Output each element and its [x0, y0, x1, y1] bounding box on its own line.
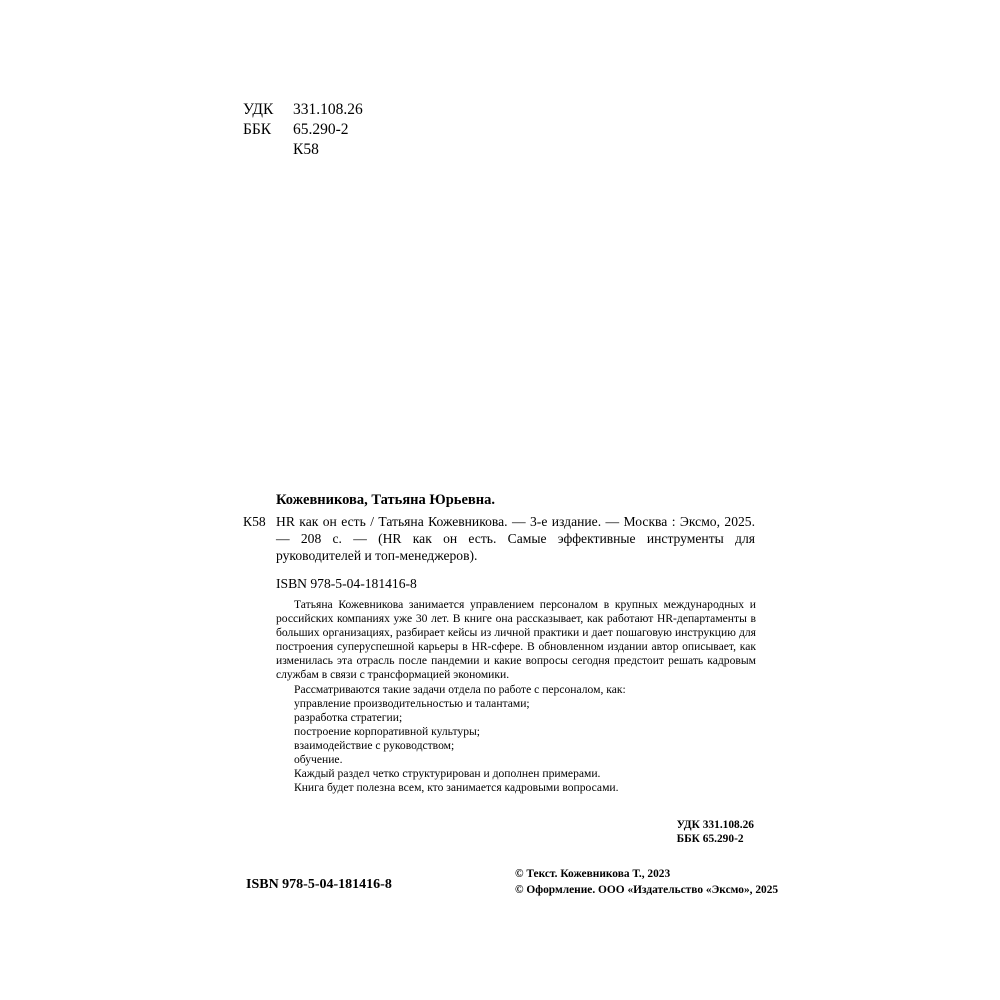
cip-author: Кожевникова, Татьяна Юрьевна. — [276, 492, 495, 508]
list-item: управление производительностью и талантами; — [294, 696, 530, 710]
cip-description: HR как он есть / Татьяна Кожевникова. — 3-е издание. — Москва : Эксмо, 2025. — 208 с. — (HR как он есть. Самые эффективные инструменты для руководителей и топ-менеджеров). — [276, 514, 755, 563]
shelf-code: К58 — [293, 141, 319, 158]
udk-label: УДК — [243, 101, 274, 118]
copyright-line-text: © Текст. Кожевникова Т., 2023 — [515, 868, 671, 880]
bbk-row — [243, 120, 363, 140]
list-item: обучение. — [294, 753, 343, 767]
copyright-line-design: © Оформление. ООО «Издательство «Эксмо», 2025 — [515, 884, 779, 896]
bbk-label: ББК — [243, 121, 272, 138]
classification-block-top — [243, 100, 363, 160]
cip-block — [243, 492, 755, 592]
bbk-value: 65.290-2 — [293, 121, 349, 138]
classification-block-bottom — [677, 818, 754, 846]
annotation-paragraph-4: Книга будет полезна всем, кто занимается кадровыми вопросами. — [294, 781, 619, 795]
annotation-block — [276, 598, 756, 795]
udk-row — [243, 100, 363, 120]
bbk-bottom-value: ББК 65.290-2 — [676, 833, 744, 845]
annotation-paragraph-2: Рассматриваются такие задачи отдела по работе с персоналом, как: — [294, 682, 626, 696]
annotation-paragraph-1: Татьяна Кожевникова занимается управлением персоналом в крупных международных и российских компаниях уже 30 лет. В книге она рассказывает, как работают HR-департаменты в больших организациях, разбирает кейсы из личной практики и дает пошаговую инструкцию для построения суперуспешной карьеры в HR-сфере. В обновленном издании автор описывает, как изменилась эта отрасль после пандемии и какие вопросы сегодня предстоит решать кадровым службам в связи с трансформацией экономики. — [276, 598, 756, 682]
shelf-code-row — [243, 140, 363, 160]
cip-description-row — [243, 513, 755, 564]
cip-sigla: К58 — [243, 514, 266, 529]
annotation-paragraph-3: Каждый раздел четко структурирован и дополнен примерами. — [294, 767, 601, 781]
udk-bottom-value: УДК 331.108.26 — [676, 819, 754, 831]
cip-isbn: ISBN 978-5-04-181416-8 — [276, 576, 417, 591]
list-item: разработка стратегии; — [294, 710, 403, 724]
udk-value: 331.108.26 — [293, 101, 363, 118]
list-item: взаимодействие с руководством; — [294, 738, 455, 752]
copyright-block — [515, 866, 778, 898]
list-item: построение корпоративной культуры; — [294, 724, 481, 738]
isbn-bottom: ISBN 978-5-04-181416-8 — [246, 877, 392, 892]
annotation-list — [276, 697, 756, 767]
